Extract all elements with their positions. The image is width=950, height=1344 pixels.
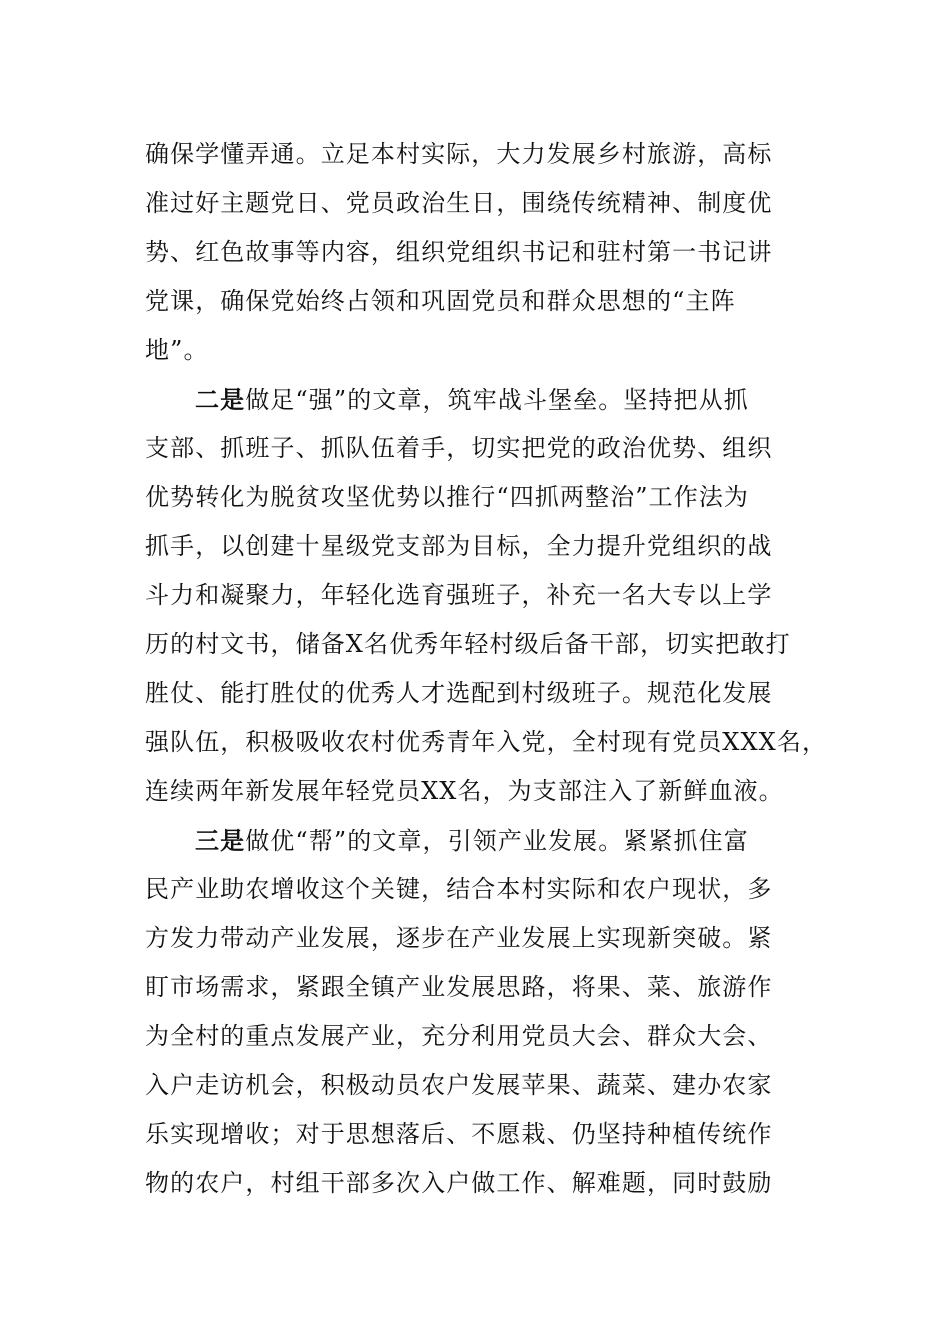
paragraph-2-line-2: 支部、抓班子、抓队伍着手，切实把党的政治优势、组织 (145, 434, 773, 462)
paragraph-2-line-4: 抓手，以创建十星级党支部为目标，全力提升党组织的战 (145, 532, 773, 560)
paragraph-3-line-5: 为全村的重点发展产业，充分利用党员大会、群众大会、 (145, 1022, 773, 1050)
paragraph-1-line-1: 确保学懂弄通。立足本村实际，大力发展乡村旅游，高标 (145, 140, 773, 168)
paragraph-3-line-1 (145, 816, 845, 865)
paragraph-2-lead: 二是 (195, 385, 246, 414)
paragraph-1 (145, 130, 845, 375)
paragraph-2-line-7: 胜仗、能打胜仗的优秀人才选配到村级班子。规范化发展 (145, 679, 773, 707)
paragraph-3-lead: 三是 (195, 826, 246, 855)
paragraph-2-line-1 (145, 375, 845, 424)
paragraph-3-line-3: 方发力带动产业发展，逐步在产业发展上实现新突破。紧 (145, 924, 773, 952)
paragraph-1-line-3: 势、红色故事等内容，组织党组织书记和驻村第一书记讲 (145, 238, 773, 266)
paragraph-2-line-6: 历的村文书，储备X名优秀年轻村级后备干部，切实把敢打 (145, 630, 791, 658)
paragraph-3-line-1-text: 做优“帮”的文章，引领产业发展。紧紧抓住富 (245, 827, 749, 855)
paragraph-2-line-5: 斗力和凝聚力，年轻化选育强班子，补充一名大专以上学 (145, 581, 773, 609)
paragraph-1-line-4: 党课，确保党始终占领和巩固党员和群众思想的“主阵 (145, 287, 736, 315)
paragraph-3-line-7: 乐实现增收；对于思想落后、不愿栽、仍坚持种植传统作 (145, 1120, 773, 1148)
paragraph-3 (145, 816, 845, 1208)
paragraph-2-line-9: 连续两年新发展年轻党员XX名，为支部注入了新鲜血液。 (145, 777, 784, 805)
document-body (145, 130, 845, 1208)
paragraph-3-line-2: 民产业助农增收这个关键，结合本村实际和农户现状，多 (145, 875, 773, 903)
paragraph-1-line-5: 地”。 (145, 336, 209, 364)
paragraph-2-line-3: 优势转化为脱贫攻坚优势以推行“四抓两整治”工作法为 (145, 483, 750, 511)
paragraph-2 (145, 375, 845, 816)
paragraph-2-line-8: 强队伍，积极吸收农村优秀青年入党，全村现有党员XXX名， (145, 728, 828, 756)
paragraph-3-line-4: 盯市场需求，紧跟全镇产业发展思路，将果、菜、旅游作 (145, 973, 773, 1001)
paragraph-1-line-2: 准过好主题党日、党员政治生日，围绕传统精神、制度优 (145, 189, 773, 217)
paragraph-3-line-6: 入户走访机会，积极动员农户发展苹果、蔬菜、建办农家 (145, 1071, 773, 1099)
paragraph-2-line-1-text: 做足“强”的文章，筑牢战斗堡垒。坚持把从抓 (245, 386, 749, 414)
paragraph-3-line-8: 物的农户，村组干部多次入户做工作、解难题，同时鼓励 (145, 1169, 773, 1197)
